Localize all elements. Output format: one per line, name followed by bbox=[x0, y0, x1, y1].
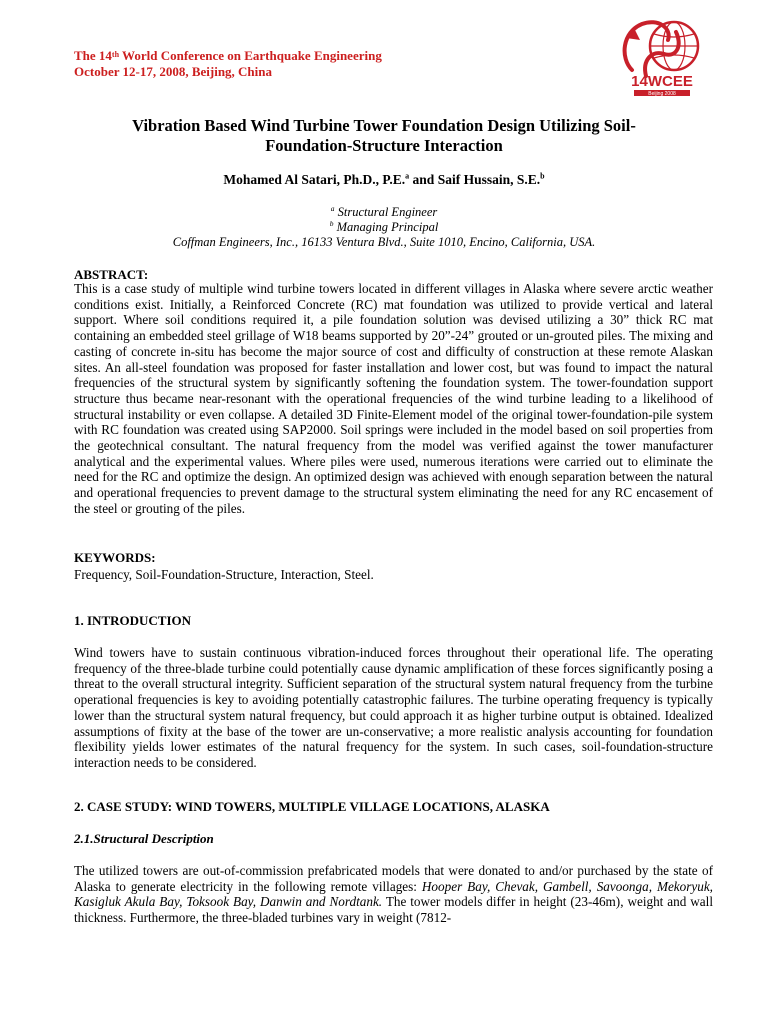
wcee-logo bbox=[612, 10, 710, 102]
keywords-text: Frequency, Soil-Foundation-Structure, Interaction, Steel. bbox=[74, 567, 374, 582]
introduction-heading: 1. INTRODUCTION bbox=[74, 613, 192, 628]
case-study-heading: 2. CASE STUDY: WIND TOWERS, MULTIPLE VILLAGE LOCATIONS, ALASKA bbox=[74, 799, 550, 814]
structural-description-text: The utilized towers are out-of-commission prefabricated models that were donated to and/or purchased by the state of Alaska to generate electricity in the following remote villages: Hooper Bay, Chevak, Gambell, Savoonga, Mekoryuk, Kasigluk Akula Bay, Toksook Bay, Danwin and Nordtank. The tower models differ in height (23-46m), weight and wall thickness. Furthermore, the three-bladed turbines vary in weight (7812- bbox=[74, 863, 713, 926]
keywords-heading: KEYWORDS: bbox=[74, 550, 156, 565]
logo-text: 14WCEE bbox=[631, 73, 693, 90]
introduction-text: Wind towers have to sustain continuous vibration-induced forces throughout their operational life. The operating frequency of the three-blade turbine could potentially cause dynamic amplification of these forces significantly posing a threat to the overall structural integrity. Sufficient separation of the structural system natural frequency from the turbine operational frequencies is key to avoiding potentially catastrophic failures. The turbine operating frequency is typically lower than the structural system natural frequency, but could approach it as higher turbine output is obtained. Idealized assumptions of fixity at the base of the tower are un-conservative; a more realistic analysis accounting for foundation flexibility yields lower estimates of the natural frequency for the system. In such cases, soil-foundation-structure interaction needs to be considered. bbox=[74, 645, 713, 770]
conference-date: October 12-17, 2008, Beijing, China bbox=[74, 64, 273, 79]
affiliations bbox=[74, 205, 694, 250]
paper-title: Vibration Based Wind Turbine Tower Foundation Design Utilizing Soil-Foundation-Structure Interaction bbox=[132, 116, 636, 155]
affiliation-organization: Coffman Engineers, Inc., 16133 Ventura Blvd., Suite 1010, Encino, California, USA. bbox=[172, 235, 596, 249]
conference-name: The 14th World Conference on Earthquake Engineering bbox=[74, 48, 382, 63]
affiliation-a: $^a$ Structural Engineer bbox=[330, 203, 438, 219]
abstract-text: This is a case study of multiple wind turbine towers located in different villages in Alaska where severe arctic weather conditions exist. Initially, a Reinforced Concrete (RC) mat foundation was utilized to provide vertical and lateral support. Where soil conditions required it, a pile foundation solution was devised utilizing a 30” thick RC mat containing an embedded steel grillage of W18 beams supported by 20”-24” grouted or un-grouted piles. The mixing and casting of concrete in-situ has become the major source of cost and difficulty of construction at these remote Alaskan sites. An all-steel foundation was proposed for faster installation and lower cost, but was found to impact the natural frequencies of the structural system by significantly softening the foundation system. The tower-foundation support structure thus became near-resonant with the operational frequencies of the wind turbine leading to a likelihood of structural instability or even collapse. A detailed 3D Finite-Element model of the original tower-foundation-pile system with RC foundation was created using SAP2000. Soil springs were included in the model based on soil properties from the geotechnical consultant. The natural frequency from the model was verified against the tower manufacturer analytical and the experimental values. Where piles were used, numerous iterations were carried out to eliminate the need for the RC and optimize the design. An optimized design was achieved with enough separation between the natural and operational frequencies to prevent damage to the structural system eliminating the need for any RC encasement of the steel or grouting of the piles. bbox=[74, 281, 713, 516]
structural-description-heading: 2.1.Structural Description bbox=[74, 831, 214, 846]
authors-line: Mohamed Al Satari, Ph.D., P.E.$^a$ and Saif Hussain, S.E.$^b$ bbox=[223, 171, 545, 187]
affiliation-b: $^b$ Managing Principal bbox=[329, 218, 439, 234]
abstract-heading: ABSTRACT: bbox=[74, 267, 149, 282]
author-2: Saif Hussain, S.E. bbox=[437, 172, 541, 187]
logo-subtext: Beijing 2008 bbox=[648, 91, 676, 97]
conference-header bbox=[74, 48, 382, 80]
author-1: Mohamed Al Satari, Ph.D., P.E. bbox=[223, 172, 406, 187]
village-list: Hooper Bay, Chevak, Gambell, Savoonga, Mekoryuk, Kasigluk Akula Bay, Toksook Bay, Danwin and Nordtank. bbox=[74, 878, 713, 910]
